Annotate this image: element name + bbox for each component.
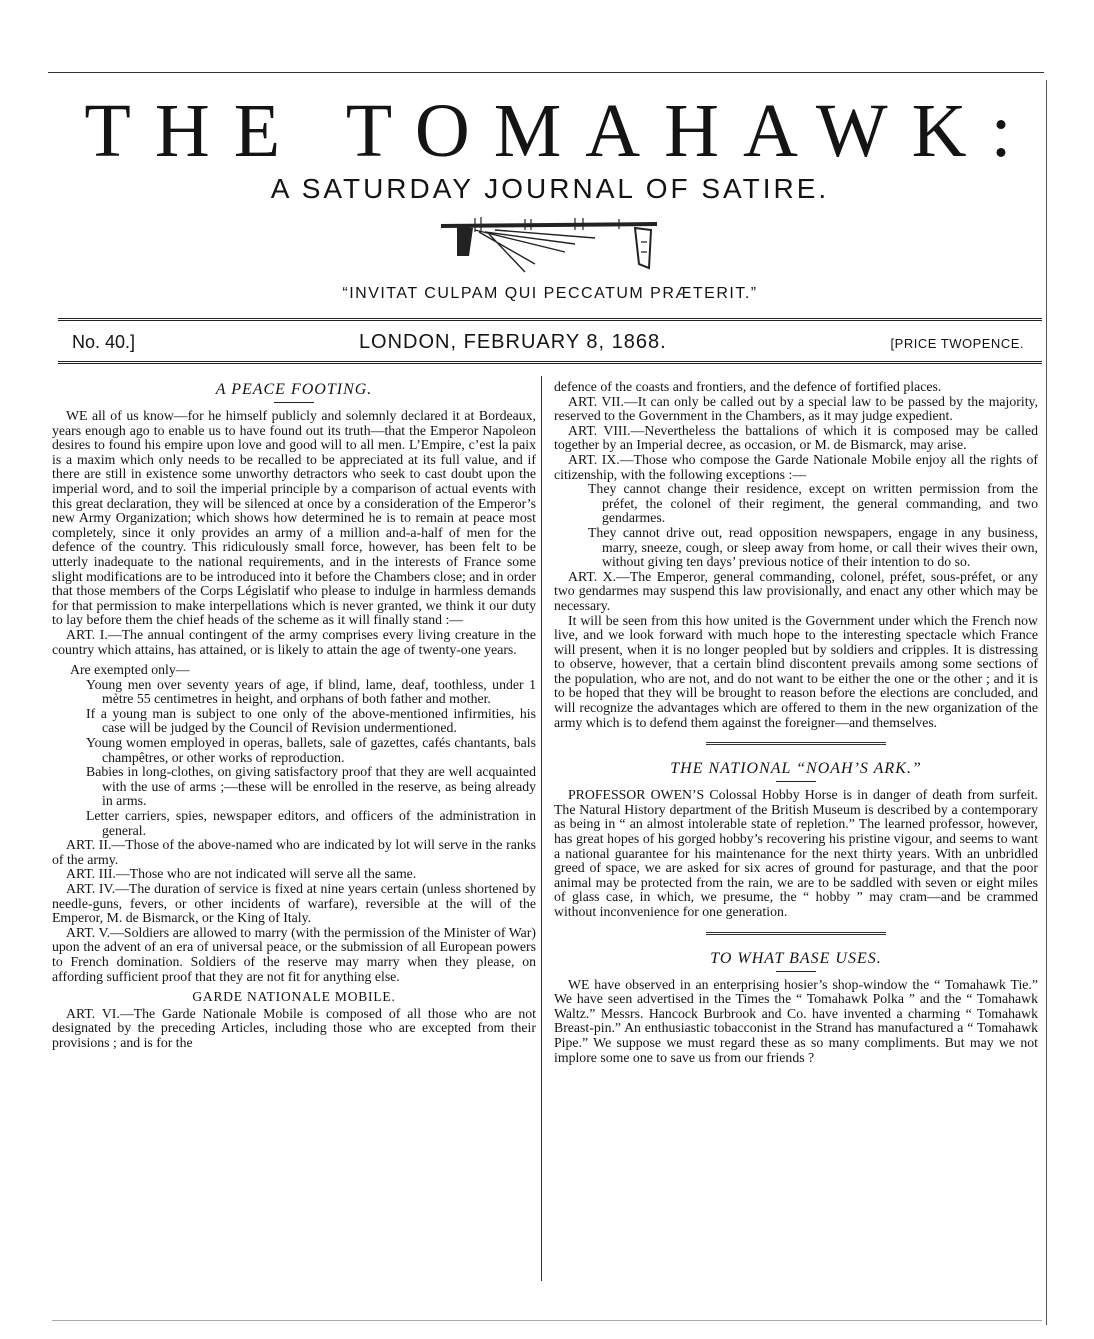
article-paragraph: It will be seen from this how united is the Government under which the French now live, and we look forward with much hope to the interesting spectacle which France will present, when it is no longer peopled but by soldiers and cripples. It is distressing to observe, however, that a certain blind discontent prevails among some sections of the population, who are not, and do not want to be either the one or the other ; and it is to be hoped that they will be brought to reason before the elections are concluded, and will recognize the advantages which are offered to them in the new organization of the army which is to defend them against the foreigner—and themselves. (554, 612, 1038, 730)
motto: “INVITAT CULPAM QUI PECCATUM PRÆTERIT.” (342, 285, 758, 302)
article-paragraph: ART. I.—The annual contingent of the army comprises every living creature in the country which attains, has attained, or is likely to attain the age of twenty-one years. (52, 626, 536, 657)
newspaper-title: THE TOMAHAWK: (84, 89, 1036, 173)
tomahawk-emblem-icon (435, 212, 665, 278)
dateline (72, 331, 1024, 355)
section-subhead: GARDE NATIONALE MOBILE. (192, 989, 396, 1005)
exemption-item: Young women employed in operas, ballets, sale of gazettes, cafés chantants, bals champêtres, or other works of reproduction. (86, 735, 536, 765)
place-and-date: LONDON, FEBRUARY 8, 1868. (358, 331, 667, 353)
exemption-item: Young men over seventy years of age, if blind, lame, deaf, toothless, under 1 mètre 55 centimetres in height, and orphans of both father and mother. (86, 676, 536, 707)
article-paragraph: ART. IV.—The duration of service is fixed at nine years certain (unless shortened by needle-guns, fevers, or other incidents of warfare), reversible at the will of the Emperor, M. de Bismarck, or the King of Italy. (52, 881, 536, 926)
article-paragraph: ART. IX.—Those who compose the Garde Nationale Mobile enjoy all the rights of citizenship, with the following exceptions :— (554, 451, 1038, 482)
exception-item: They cannot drive out, read opposition newspapers, engage in any business, marry, sneeze, cough, or sleep away from home, or call their wives their own, without giving ten days’ previous notice of their intention to do so. (588, 524, 1038, 570)
exemption-item: If a young man is subject to one only of the above-mentioned infirmities, his case will be judged by the Council of Revision undermentioned. (86, 705, 536, 736)
article-paragraph: ART. X.—The Emperor, general commanding, colonel, préfet, sous-préfet, or any two gendarmes may suspend this law provisionally, and enact any other which may be necessary. (554, 568, 1038, 613)
article-paragraph: defence of the coasts and frontiers, and the defence of fortified places. (554, 379, 942, 394)
article-title-peace-footing: A PEACE FOOTING. (215, 381, 373, 398)
article-paragraph: ART. II.—Those of the above-named who are indicated by lot will serve in the ranks of the army. (52, 837, 536, 867)
left-column (52, 380, 536, 1051)
article-title-base-uses: TO WHAT BASE USES. (710, 949, 882, 967)
title-rule (274, 402, 314, 403)
article-paragraph: WE have observed in an enterprising hosier’s shop-window the “ Tomahawk Tie.” We have seen advertised in the Times the “ Tomahawk Polka ” and the “ Tomahawk Waltz.” Messrs. Hancock Burbrook and Co. have invented a charming “ Tomahawk Breast-pin.” An enthusiastic tobacconist in the Strand has manufactured a “ Tomahawk Pipe.” We suppose we must regard these as so many compliments. But may we not implore some one to save us from our friends ? (554, 976, 1038, 1065)
top-border-line (48, 72, 1044, 73)
price: [PRICE TWOPENCE. (890, 336, 1024, 351)
article-paragraph: ART. VIII.—Nevertheless the battalions of which it is composed may be called together by an Imperial decree, as occasion, or M. de Bismarck, may arise. (554, 422, 1038, 453)
title-rule (776, 781, 816, 782)
exception-item: They cannot change their residence, except on written permission from the préfet, the colonel of their regiment, the general commanding, and two gendarmes. (588, 481, 1038, 526)
article-paragraph: PROFESSOR OWEN’S Colossal Hobby Horse is in danger of death from surfeit. The Natural History department of the British Museum is described by a contemporary as being in “ an almost intolerable state of repletion.” The learned professor, however, has great hopes of his gorged hobby’s recovering his pristine vigour, and seems to want a national guarantee for his maintenance for the next thirty years. With an unbridled greed of space, we are asked for six acres of ground for pasturage, and that the poor animal may be protected from the rain, we are to be saddled with seven or eight miles of glass case, in which, we presume, the “ hobby ” may cram—and be crammed without inconvenience for one generation. (554, 787, 1038, 919)
dateline-bottom-rule (58, 361, 1042, 364)
article-paragraph: Are exempted only— (70, 662, 190, 678)
article-paragraph: ART. VII.—It can only be called out by a special law to be passed by the majority, reserved to the Government in the Chambers, as it may judge expedient. (554, 393, 1038, 424)
article-paragraph: ART. III.—Those who are not indicated will serve all the same. (66, 866, 417, 882)
newspaper-subtitle: A SATURDAY JOURNAL OF SATIRE. (270, 173, 830, 204)
article-separator (706, 742, 886, 745)
column-divider (541, 376, 542, 1281)
article-paragraph: ART. V.—Soldiers are allowed to marry (with the permission of the Minister of War) upon the advent of an era of universal peace, or the submission of all European powers to French domination. Soldiers of the reserve may marry when they please, on affording sufficient proof that they are not fit for anything else. (52, 924, 536, 984)
dateline-top-rule (58, 318, 1042, 321)
title-rule (776, 971, 816, 972)
exemption-item: Letter carriers, spies, newspaper editors, and officers of the administration in general. (86, 808, 536, 838)
masthead (60, 89, 1040, 304)
bottom-border-line (52, 1320, 1042, 1321)
right-border-line (1046, 80, 1047, 1325)
issue-number: No. 40.] (72, 332, 136, 352)
article-paragraph: ART. VI.—The Garde Nationale Mobile is composed of all those who are not designated by the preceding Articles, including those who are excepted from their provisions ; and is for the (52, 1005, 536, 1050)
article-separator (706, 932, 886, 935)
article-paragraph: WE all of us know—for he himself publicly and solemnly declared it at Bordeaux, years enough ago to enable us to have found out its truth—that the Emperor Napoleon desires to found his empire upon love and good will to all men. L’Empire, c’est la paix is a maxim which only needs to be recalled to be appreciated at its full value, and if there are still in existence some unworthy detractors who seek to cast doubt upon the imperial word, and to soil the imperial principle by a comparison of actual events with this great declaration, they will be silenced at once by a consideration of the Emperor’s new Army Organization; which shows how determined he is to remain at peace most completely, since it only provides an army of a million and-a-half of men for the defence of the country. This ridiculously small force, however, has been felt to be utterly inadequate to the national requirements, and in the interests of France some slight modifications are to be introduced into it before the Chambers close; and in order that those members of the Corps Législatif who please to indulge in harmless demands for that permission to make interpellations which is never granted, we think it our duty to lay before them the chief heads of the scheme as it will finally stand :— (52, 408, 536, 628)
exemption-item: Babies in long-clothes, on giving satisfactory proof that they are well acquainted with the use of arms ;—these will be enrolled in the reserve, as being already in arms. (86, 764, 536, 809)
right-column (554, 380, 1038, 1065)
article-title-noahs-ark: THE NATIONAL “NOAH’S ARK.” (670, 760, 922, 778)
